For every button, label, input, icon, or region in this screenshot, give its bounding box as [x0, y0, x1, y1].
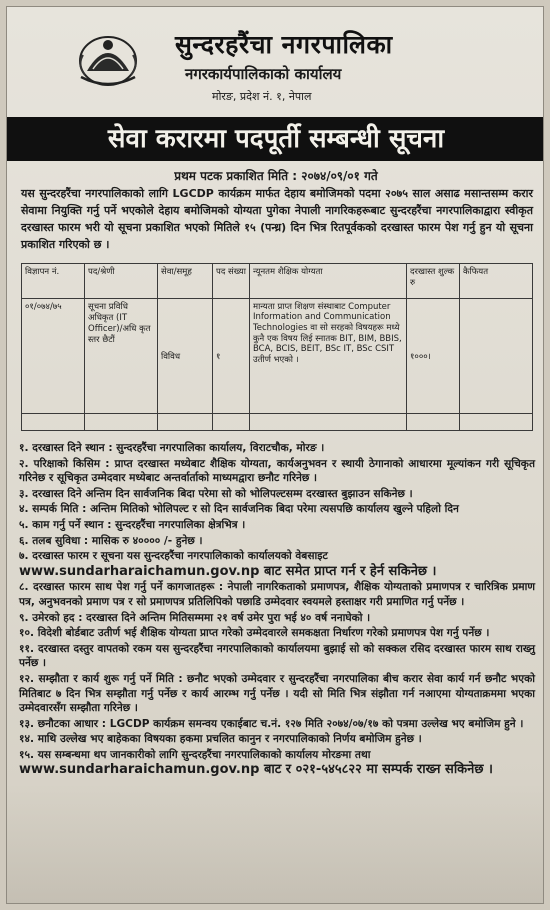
website-link[interactable]: www.sundarharaichamun.gov.np बाट समेत प्राप्त गर्न र हेर्न सकिनेछ । — [19, 563, 437, 579]
vacancy-table — [21, 263, 533, 431]
office-name: नगरकार्यपालिकाको कार्यालय — [185, 65, 342, 83]
contact-website-link[interactable]: www.sundarharaichamun.gov.np बाट र ०२१-५४५८२२ मा सम्पर्क राख्न सकिनेछ । — [19, 762, 493, 778]
empty-cell — [407, 414, 460, 431]
note-item: १५. यस सम्बन्धमा थप जानकारीको लागि सुन्दरहरैंचा नगरपालिकाको कार्यालय मोरङमा तथा — [19, 748, 371, 761]
cell-fee: १०००। — [407, 299, 460, 414]
header-qualification: न्यूनतम शैक्षिक योग्यता — [250, 264, 407, 299]
note-item: ८. दरखास्त फारम साथ पेश गर्नु पर्ने कागजातहरू : नेपाली नागरिकताको प्रमाणपत्र, शैक्षिक योग्यताको प्रमाणपत्र र चारित्रिक प्रमाण पत्र, अनुभवनको प्रमाण पत्र र सो प्रमाणपत्र प्रतिलिपिको पछाडि उम्मेदवार स्वयमले हस्ताक्षर गरी प्रमाणित गर्नु पर्नेछ । — [19, 581, 535, 608]
header-fee: दरखास्त शुल्क रु — [407, 264, 460, 299]
notice-sheet — [6, 6, 544, 904]
notice-title-banner: सेवा करारमा पदपूर्ती सम्बन्धी सूचना — [7, 117, 544, 161]
note-item: १३. छनौटका आधार : LGCDP कार्यक्रम समन्वय एकाईबाट च.नं. १२७ मिति २०७४/०७/१७ को पत्रमा उल्लेख भए बमोजिम हुने । — [19, 717, 524, 730]
intro-paragraph: यस सुन्दरहरैंचा नगरपालिकाको लागि LGCDP कार्यक्रम मार्फत देहाय बमोजिमको पदमा २०७५ साल असाढ मसान्तसम्म करार सेवामा नियुक्ति गर्नु पर्ने भएकोले देहाय बमोजिमको योग्यता पुगेका नेपाली नागरिकहरूबाट सुन्दरहरैंचा नगरपालिकाद्वारा स्वीकृत दरखास्त फारम भरी यो सूचना प्रकाशित भएको मितिले १५ (पन्ध्र) दिन भित्र रितपूर्वकको दरखास्त फारम पेश गर्नु हुन यो सूचना प्रकाशित गरिएको छ । — [21, 187, 533, 251]
note-item: ३. दरखास्त दिने अन्तिम दिन सार्वजनिक बिदा परेमा सो को भोलिपल्टसम्म दरखास्त बुझाउन सकिनेछ । — [19, 487, 413, 500]
table-header-row — [22, 264, 533, 299]
cell-count: १ — [213, 299, 250, 414]
notes-list — [19, 441, 535, 779]
address: मोरङ, प्रदेश नं. १, नेपाल — [212, 90, 312, 103]
org-name: सुन्दरहरैंचा नगरपालिका — [175, 30, 393, 59]
cell-ad-no: ०१/०७४/७५ — [22, 299, 85, 414]
cell-remarks — [460, 299, 533, 414]
empty-cell — [158, 414, 213, 431]
note-item: ४. सम्पर्क मिति : अन्तिम मितिको भोलिपल्ट र सो दिन सार्वजनिक बिदा परेमा त्यसपछि कार्यालय खुल्ने पहिलो दिन — [19, 503, 459, 516]
empty-cell — [460, 414, 533, 431]
table-row — [22, 299, 533, 414]
cell-service: विविध — [158, 299, 213, 414]
header-service: सेवा/समूह — [158, 264, 213, 299]
note-item: ११. दरखास्त दस्तुर वापतको रकम यस सुन्दरहरैंचा नगरपालिकाको कार्यालयमा बुझाई सो को सक्कल रसिद दरखास्त फारम साथ राख्नु पर्नेछ । — [19, 642, 535, 670]
note-item: १२. सम्झौता र कार्य शुरू गर्नु पर्ने मिति : छनौट भएको उम्मेदवार र सुन्दरहरैंचा नगरपालिका बीच करार सेवा कार्य गर्न छनौट भएको मितिबाट ७ दिन भित्र सम्झौता गर्नु पर्नेछ र कार्य आरम्भ गर्नु पर्नेछ । यदी सो मिति भित्र संझौता गर्न नआएमा योग्यताक्रममा भएका उम्मेदवारसँग सम्झौता गरिनेछ । — [19, 672, 535, 715]
note-item: १४. माथि उल्लेख भए बाहेकका विषयका हकमा प्रचलित कानुन र नगरपालिकाको निर्णय बमोजिम हुनेछ । — [19, 733, 422, 746]
header-ad-no: विज्ञापन नं. — [22, 264, 85, 299]
note-item: २. परिक्षाको किसिम : प्राप्त दरखास्त मध्येबाट शैक्षिक योग्यता, कार्यअनुभवन र स्थायी ठेगानाको आधारमा मूल्यांकन गरी सूचिकृत गरिनेछ र सूचिकृत उम्मेदवार मध्येबाट अन्तर्वार्ताको माध्यमद्वारा छनौट गरिनेछ । — [19, 457, 535, 485]
empty-cell — [22, 414, 85, 431]
empty-cell — [213, 414, 250, 431]
cell-qualification: मान्यता प्राप्त शिक्षण संस्थाबाट Computer Information and Communication Technologies वा सो सरहको विषयहरू मध्ये कुनै एक विषय लिई स्नातक BIT, BIM, BBIS, BCA, BCIS, BEIT, BSc IT, BSc CSIT उतीर्ण भएको । — [250, 299, 407, 414]
paper-shadow — [7, 783, 543, 903]
note-item: ५. काम गर्नु पर्ने स्थान : सुन्दरहरैंचा नगरपालिका क्षेत्रभित्र । — [19, 518, 246, 531]
nepal-emblem-icon — [73, 25, 143, 91]
header-count: पद संख्या — [213, 264, 250, 299]
header-remarks: कैफियत — [460, 264, 533, 299]
note-item: १. दरखास्त दिने स्थान : सुन्दरहरैंचा नगरपालिका कार्यालय, विराटचौक, मोरङ । — [19, 442, 325, 454]
note-item: ६. तलब सुविधा : मासिक रु ४०००० /- हुनेछ । — [19, 534, 203, 547]
table-empty-row — [22, 414, 533, 431]
empty-cell — [250, 414, 407, 431]
note-item: ७. दरखास्त फारम र सूचना यस सुन्दरहरैंचा नगरपालिकाको कार्यालयको वेबसाइट — [19, 550, 328, 563]
notice-header — [7, 7, 543, 117]
publication-date: प्रथम पटक प्रकाशित मिति : २०७४/०९/०१ गते — [174, 169, 378, 183]
empty-cell — [85, 414, 158, 431]
header-post: पद/श्रेणी — [85, 264, 158, 299]
cell-post: सूचना प्रविधि अधिकृत (IT Officer)/अधि कृत स्तर छैटौं — [85, 299, 158, 414]
note-item: ९. उमेरको हद : दरखास्त दिने अन्तिम मितिसम्ममा २१ वर्ष उमेर पुरा भई ४० वर्ष ननाघेको । — [19, 611, 371, 624]
note-item: १०. विदेशी बोर्डबाट उतीर्ण भई शैक्षिक योग्यता प्राप्त गरेको उम्मेदवारले समकक्षता निर्धारण गरेको प्रमाणपत्र पेश गर्नु पर्नेछ । — [19, 627, 490, 640]
